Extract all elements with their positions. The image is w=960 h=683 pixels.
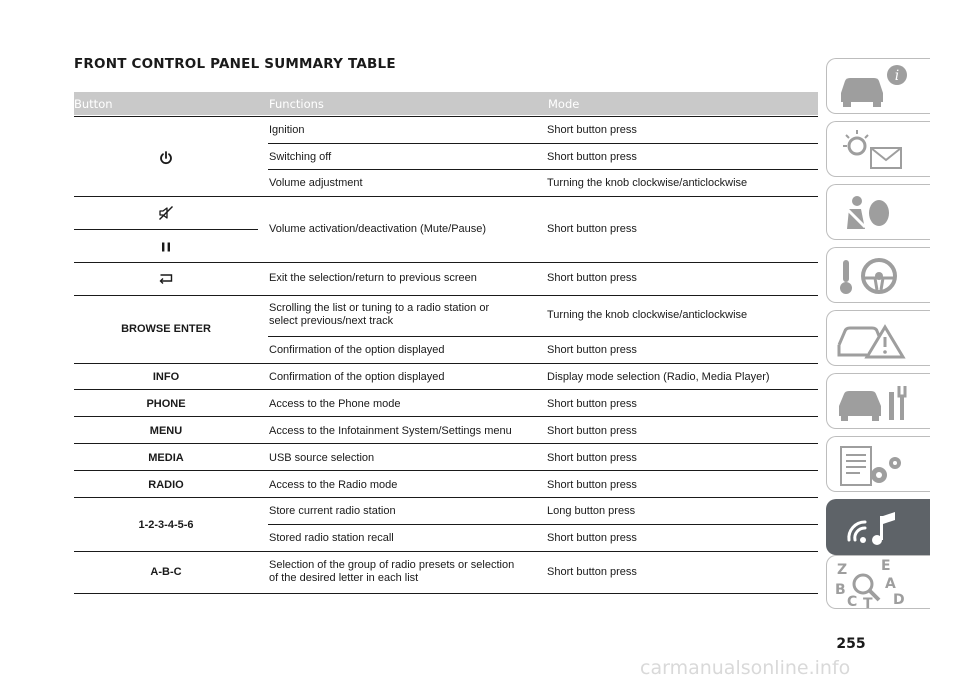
button-name-browse-enter: BROWSE ENTER: [121, 323, 211, 335]
mode-text: Short button press: [547, 151, 637, 163]
mode-text: Short button press: [547, 566, 637, 578]
table-rule: [74, 470, 818, 471]
function-text: USB source selection: [269, 452, 375, 464]
tab-technical-data[interactable]: [826, 436, 930, 492]
button-name-abc: A-B-C: [150, 566, 182, 578]
function-text-line2: select previous/next track: [269, 315, 394, 327]
table-rule: [74, 262, 818, 263]
mode-text: Turning the knob clockwise/anticlockwise: [547, 309, 748, 321]
table-rule: [74, 229, 258, 230]
mode-text: Short button press: [547, 272, 637, 284]
button-name-menu: MENU: [149, 425, 183, 437]
table-rule: [268, 143, 818, 144]
multimedia-icon: [827, 500, 931, 556]
function-text: Switching off: [269, 151, 332, 163]
column-header-mode: Mode: [548, 97, 580, 111]
airbag-safety-icon: [827, 185, 931, 241]
steering-start-icon: [827, 248, 931, 304]
table-header: [74, 92, 818, 115]
table-rule: [74, 497, 818, 498]
mode-text: Short button press: [547, 425, 637, 437]
index-letter: T: [863, 596, 873, 610]
function-text: Access to the Infotainment System/Settings menu: [269, 425, 512, 437]
back-arrow-icon: [158, 270, 174, 286]
mode-text: Display mode selection (Radio, Media Player): [547, 371, 770, 383]
table-rule: [74, 295, 818, 296]
page-title: FRONT CONTROL PANEL SUMMARY TABLE: [74, 56, 396, 72]
warning-lights-icon: [827, 122, 931, 178]
tab-car-info[interactable]: [826, 58, 930, 114]
tab-multimedia[interactable]: [826, 499, 930, 555]
watermark: carmanualsonline.info: [640, 657, 851, 679]
function-text: Ignition: [269, 124, 305, 136]
function-text: Volume activation/deactivation (Mute/Pause): [269, 223, 487, 235]
power-icon: [158, 150, 174, 166]
button-name-info: INFO: [152, 371, 180, 383]
index-letter: A: [885, 576, 896, 592]
table-rule: [74, 363, 818, 364]
column-header-button: Button: [74, 97, 113, 111]
table-rule: [74, 416, 818, 417]
emergency-icon: [827, 311, 931, 367]
index-letter: D: [893, 592, 905, 608]
table-rule: [74, 116, 818, 117]
index-letter: B: [835, 582, 846, 598]
tab-steering-start[interactable]: [826, 247, 930, 303]
index-letter: Z: [837, 562, 848, 578]
mode-text: Short button press: [547, 452, 637, 464]
mode-text: Short button press: [547, 344, 637, 356]
function-text: Volume adjustment: [269, 177, 363, 189]
pause-icon: [158, 239, 174, 255]
table-rule: [74, 551, 818, 552]
function-text: Exit the selection/return to previous screen: [269, 272, 477, 284]
mute-icon: [158, 205, 174, 221]
index-letter: E: [881, 558, 891, 574]
table-rule: [74, 593, 818, 594]
mode-text: Short button press: [547, 398, 637, 410]
function-text: Access to the Phone mode: [269, 398, 401, 410]
mode-text: Short button press: [547, 532, 637, 544]
column-header-functions: Functions: [269, 97, 324, 111]
tab-airbag-safety[interactable]: [826, 184, 930, 240]
car-info-icon: [827, 59, 931, 115]
table-rule: [74, 389, 818, 390]
button-name-radio: RADIO: [148, 479, 184, 491]
table-rule: [268, 336, 818, 337]
mode-text: Long button press: [547, 505, 636, 517]
tab-index[interactable]: [826, 555, 930, 609]
svg-text:i: i: [894, 68, 900, 84]
technical-data-icon: [827, 437, 931, 493]
button-name-media: MEDIA: [148, 452, 184, 464]
page-number: 255: [836, 636, 866, 652]
mode-text: Short button press: [547, 223, 637, 235]
function-text: Confirmation of the option displayed: [269, 344, 445, 356]
tab-maintenance[interactable]: [826, 373, 930, 429]
function-text: Stored radio station recall: [269, 532, 394, 544]
table-rule: [74, 196, 818, 197]
table-rule: [74, 443, 818, 444]
table-rule: [268, 524, 818, 525]
function-text: Confirmation of the option displayed: [269, 371, 445, 383]
table-rule: [268, 169, 818, 170]
button-name-presets: 1-2-3-4-5-6: [138, 519, 194, 531]
index-letter: C: [847, 594, 858, 610]
function-text-line2: of the desired letter in each list: [269, 572, 419, 584]
function-text: Scrolling the list or tuning to a radio station or: [269, 302, 490, 314]
function-text: Store current radio station: [269, 505, 396, 517]
mode-text: Short button press: [547, 124, 637, 136]
button-name-phone: PHONE: [146, 398, 186, 410]
maintenance-icon: [827, 374, 931, 430]
index-icon: [827, 556, 931, 610]
function-text: Access to the Radio mode: [269, 479, 398, 491]
tab-emergency[interactable]: [826, 310, 930, 366]
tab-warning-lights[interactable]: [826, 121, 930, 177]
mode-text: Short button press: [547, 479, 637, 491]
mode-text: Turning the knob clockwise/anticlockwise: [547, 177, 748, 189]
function-text: Selection of the group of radio presets or selection: [269, 559, 515, 571]
